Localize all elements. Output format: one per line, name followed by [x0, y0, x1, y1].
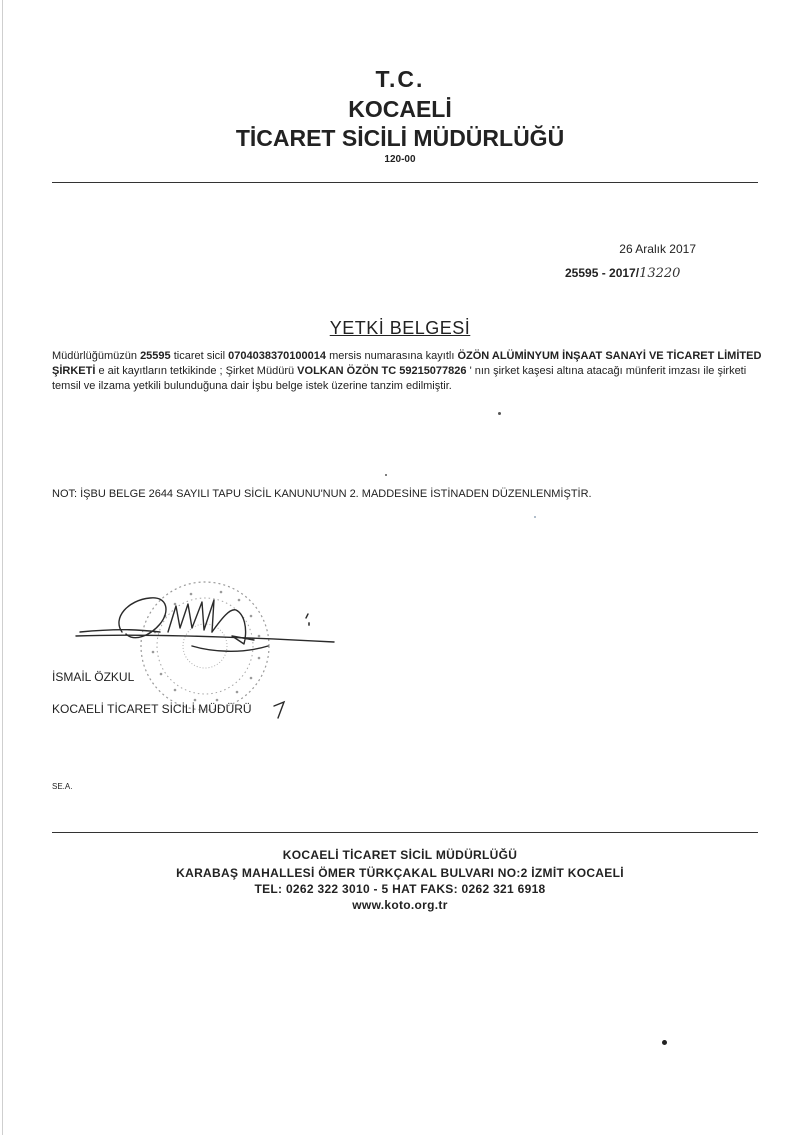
signatory-title: KOCAELİ TİCARET SİCİLİ MÜDÜRÜ	[52, 702, 252, 716]
footer-address: KARABAŞ MAHALLESİ ÖMER TÜRKÇAKAL BULVARI NO:2 İZMİT KOCAELİ	[176, 866, 624, 880]
scan-speck	[385, 474, 387, 476]
scan-edge	[2, 0, 3, 1135]
scan-speck	[498, 412, 501, 415]
header-office: TİCARET SİCİLİ MÜDÜRLÜĞÜ	[235, 125, 565, 151]
body-text-4: e ait kayıtların tetkikinde ; Şirket Müdürü	[95, 365, 295, 377]
header-code: 120-00	[384, 154, 416, 165]
header-divider	[52, 182, 758, 183]
reference-handwritten: 13220	[639, 266, 681, 281]
document-title: YETKİ BELGESİ	[329, 318, 471, 338]
document-body	[52, 349, 762, 394]
company-name: ÖZÖN ALÜMİNYUM İNŞAAT SANAYİ VE TİCARET LİMİTED ŞİRKETİ	[52, 350, 762, 377]
preparer-initials: SE.A.	[52, 782, 73, 791]
document-reference	[565, 266, 680, 281]
header-state: T.C.	[375, 66, 425, 92]
mersis-number: 0704038370100014	[228, 350, 327, 362]
body-text-3: mersis numarasına kayıtlı	[326, 350, 455, 362]
signatory-name: İSMAİL ÖZKUL	[52, 670, 135, 684]
scan-speck	[308, 622, 310, 626]
footer-phone: TEL: 0262 322 3010 - 5 HAT FAKS: 0262 321 6918	[254, 882, 546, 896]
footer-divider	[52, 832, 758, 833]
reference-number: 25595 - 2017/	[565, 266, 640, 280]
footer-office: KOCAELİ TİCARET SİCİL MÜDÜRLÜĞÜ	[282, 848, 518, 862]
footer-website: www.koto.org.tr	[352, 898, 448, 912]
handwritten-signature	[72, 588, 342, 678]
legal-note: NOT: İŞBU BELGE 2644 SAYILI TAPU SİCİL KANUNU'NUN 2. MADDESİNE İSTİNADEN DÜZENLENMİŞTİR.	[52, 488, 592, 500]
header-city: KOCAELİ	[348, 96, 452, 122]
manager-name: VOLKAN ÖZÖN TC 59215077826	[297, 365, 467, 377]
scan-speck	[534, 516, 536, 518]
body-text-5: ' nın şirket kaşesi altına atacağı münferit imzası ile şirketi temsil ve ilzama yetkili bulunduğuna dair İşbu belge istek üzerine tanzim edilmiştir.	[52, 365, 747, 392]
body-text-2: ticaret sicil	[173, 350, 226, 362]
signature-mark-icon	[272, 700, 288, 720]
scan-speck	[662, 1040, 667, 1045]
registry-number: 25595	[140, 350, 171, 362]
document-date: 26 Aralık 2017	[619, 242, 696, 256]
body-text-1: Müdürlüğümüzün	[52, 350, 137, 362]
